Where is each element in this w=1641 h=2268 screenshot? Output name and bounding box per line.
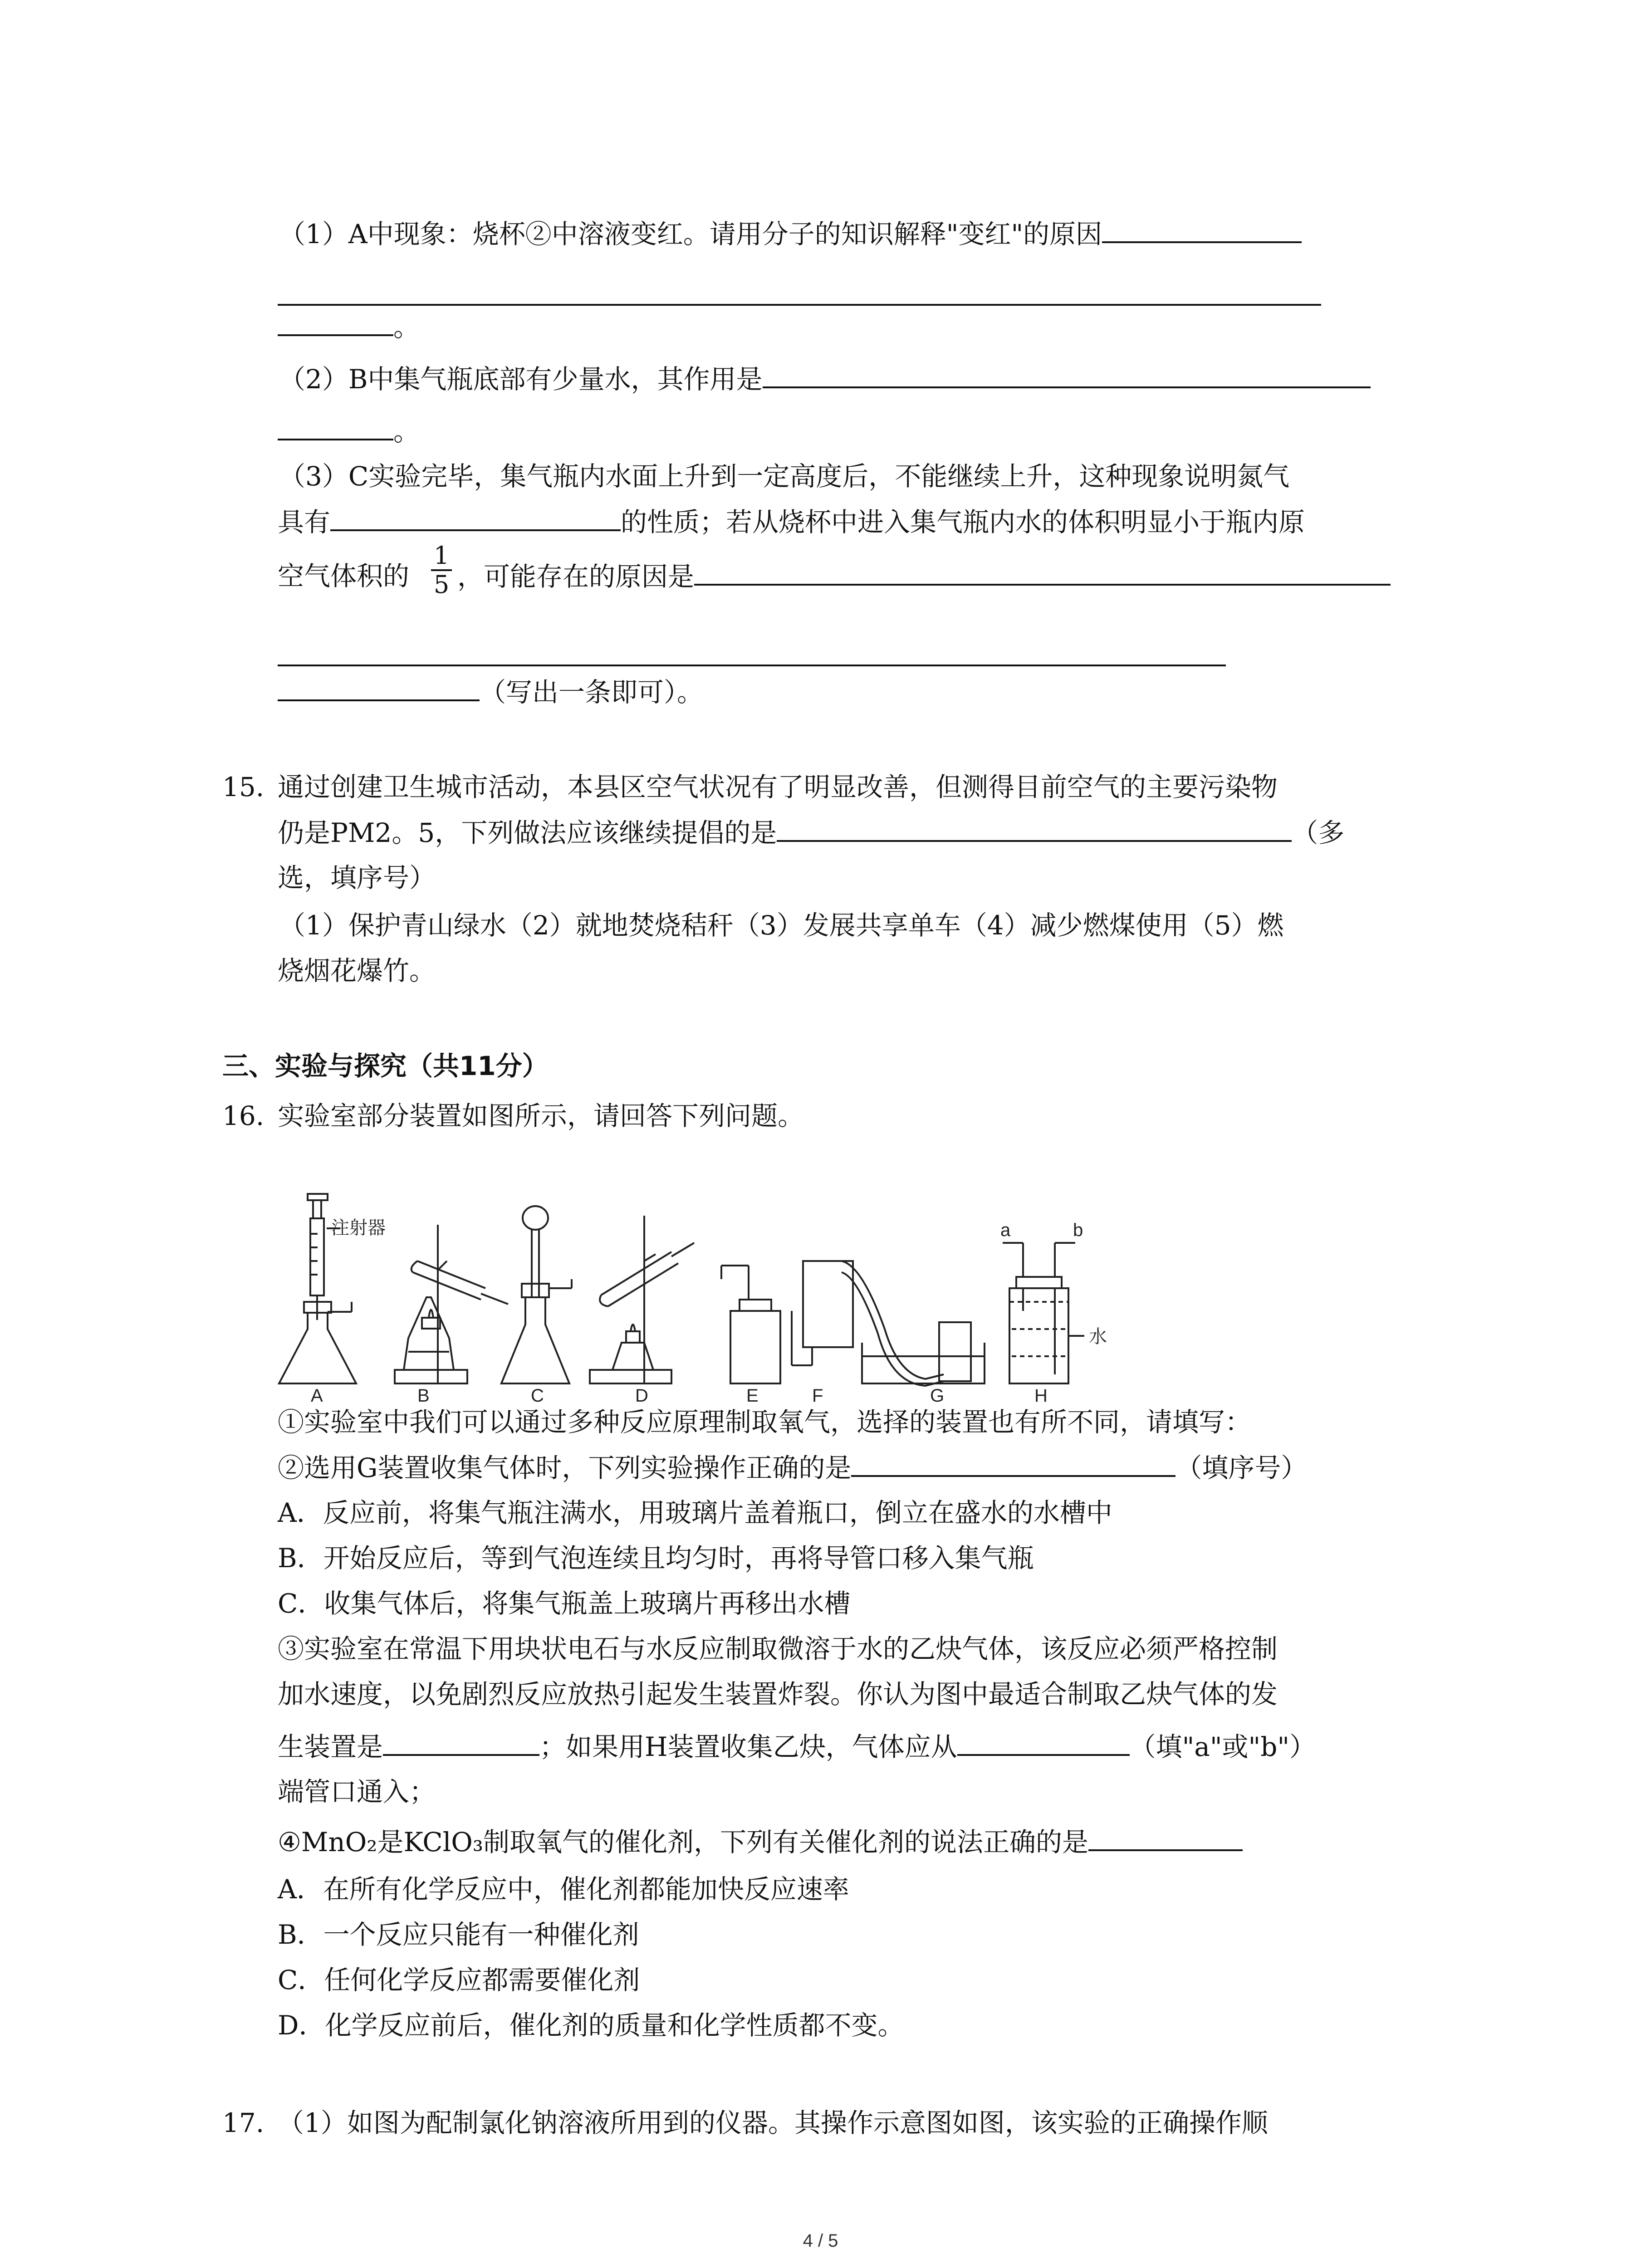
answer-blank[interactable] xyxy=(1102,218,1302,243)
apparatus-g xyxy=(842,1261,985,1386)
q16-sub2-option-c: C．收集气体后，将集气瓶盖上玻璃片再移出水槽 xyxy=(278,1588,851,1619)
answer-blank[interactable] xyxy=(278,415,393,440)
q16-sub2-option-b: B．开始反应后，等到气泡连续且均匀时，再将导管口移入集气瓶 xyxy=(278,1543,1034,1574)
apparatus-d xyxy=(590,1216,694,1383)
answer-blank[interactable] xyxy=(278,676,480,701)
q16-number: 16. xyxy=(222,1100,265,1131)
q17-line1: （1）如图为配制氯化钠溶液所用到的仪器。其操作示意图如图，该实验的正确操作顺 xyxy=(278,2107,1268,2138)
q15-line3: 选，填序号） xyxy=(278,862,436,893)
page-number: 4 / 5 xyxy=(803,2231,838,2251)
answer-blank[interactable] xyxy=(1088,1826,1243,1851)
q16-sub4-option-c: C．任何化学反应都需要催化剂 xyxy=(278,1965,640,1995)
q15-number: 15. xyxy=(222,772,265,802)
q16-sub3-line4: 端管口通入； xyxy=(278,1776,436,1807)
q16-sub3-line2: 加水速度，以免剧烈反应放热引起发生装置炸裂。你认为图中最适合制取乙炔气体的发 xyxy=(278,1679,1278,1710)
apparatus-c xyxy=(501,1206,572,1383)
figure-label-e: E xyxy=(746,1386,759,1406)
fraction-denominator: 5 xyxy=(433,570,450,599)
figure-label-f: F xyxy=(812,1386,823,1406)
q16-sub4-option-b: B．一个反应只能有一种催化剂 xyxy=(278,1919,639,1950)
q14-part2-end: 。 xyxy=(278,415,420,447)
q15-options-line1: （1）保护青山绿水（2）就地焚烧秸秆（3）发展共享单车（4）减少燃煤使用（5）燃 xyxy=(279,910,1284,941)
q14-part3-end: （写出一条即可）。 xyxy=(278,676,703,708)
q14-part3-line3: 空气体积的 xyxy=(278,561,410,591)
fraction-one-fifth xyxy=(428,542,455,598)
section-title: 三、实验与探究（共11分） xyxy=(222,1051,549,1081)
q15-line2: 仍是PM2。5，下列做法应该继续提倡的是 （多 xyxy=(278,817,1345,848)
answer-line[interactable] xyxy=(278,665,1226,666)
syringe-label: 注射器 xyxy=(331,1218,386,1238)
figure-label-b: B xyxy=(417,1386,430,1406)
q14-part3-line2: 具有 的性质；若从烧杯中进入集气瓶内水的体积明显小于瓶内原 xyxy=(278,507,1305,538)
fraction-numerator: 1 xyxy=(433,541,450,570)
q16-sub2-option-a: A．反应前，将集气瓶注满水，用玻璃片盖着瓶口，倒立在盛水的水槽中 xyxy=(278,1497,1112,1528)
q16-sub1: ①实验室中我们可以通过多种反应原理制取氧气，选择的装置也有所不同，请填写： xyxy=(278,1407,1252,1437)
figure-label-d: D xyxy=(635,1386,648,1406)
q14-part3-line1: （3）C实验完毕，集气瓶内水面上升到一定高度后，不能继续上升，这种现象说明氮气 xyxy=(279,461,1290,492)
figure-label-a: A xyxy=(311,1386,323,1406)
answer-blank[interactable] xyxy=(278,311,393,336)
figure-label-h: H xyxy=(1034,1386,1048,1406)
apparatus-f xyxy=(792,1261,853,1365)
water-label: 水 xyxy=(1089,1327,1107,1347)
answer-line[interactable] xyxy=(278,304,1321,306)
q16-sub4-option-a: A．在所有化学反应中，催化剂都能加快反应速率 xyxy=(278,1874,849,1905)
answer-blank[interactable] xyxy=(330,506,621,531)
apparatus-h xyxy=(1003,1243,1084,1383)
q17-number: 17. xyxy=(222,2107,265,2138)
q16-sub3-line1: ③实验室在常温下用块状电石与水反应制取微溶于水的乙炔气体，该反应必须严格控制 xyxy=(278,1633,1278,1664)
answer-blank[interactable] xyxy=(851,1452,1176,1477)
q15-options-line2: 烧烟花爆竹。 xyxy=(278,955,436,986)
q14-part1-end: 。 xyxy=(278,311,420,343)
answer-blank[interactable] xyxy=(694,560,1391,586)
answer-blank[interactable] xyxy=(957,1730,1130,1756)
figure-label-c: C xyxy=(531,1386,544,1406)
q14-part1-text: （1）A中现象：烧杯②中溶液变红。请用分子的知识解释"变红"的原因 xyxy=(279,219,1102,249)
q14-part1 xyxy=(279,218,1302,250)
port-a-label: a xyxy=(1000,1220,1011,1240)
q16-intro: 实验室部分装置如图所示，请回答下列问题。 xyxy=(278,1100,804,1131)
q16-sub2: ②选用G装置收集气体时，下列实验操作正确的是 （填序号） xyxy=(278,1452,1308,1483)
q16-sub3-line3: 生装置是 ；如果用H装置收集乙炔，气体应从 （填"a"或"b"） xyxy=(278,1731,1316,1762)
port-b-label: b xyxy=(1073,1220,1083,1240)
q16-sub4: ④MnO₂是KClO₃制取氧气的催化剂，下列有关催化剂的说法正确的是 xyxy=(278,1826,1243,1858)
q14-part2 xyxy=(279,363,1371,395)
answer-blank[interactable] xyxy=(383,1730,539,1756)
answer-blank[interactable] xyxy=(777,816,1292,842)
apparatus-b xyxy=(395,1225,508,1383)
lab-apparatus-figure xyxy=(272,1193,1134,1406)
figure-label-g: G xyxy=(930,1386,945,1406)
q16-sub4-option-d: D．化学反应前后，催化剂的质量和化学性质都不变。 xyxy=(278,2010,904,2041)
answer-blank[interactable] xyxy=(763,363,1371,388)
apparatus-e xyxy=(721,1266,780,1383)
q15-line1: 通过创建卫生城市活动，本县区空气状况有了明显改善，但测得目前空气的主要污染物 xyxy=(278,772,1278,802)
q14-part2-text: （2）B中集气瓶底部有少量水，其作用是 xyxy=(279,364,763,395)
q14-part3-line3b: ，可能存在的原因是 xyxy=(457,560,1391,592)
